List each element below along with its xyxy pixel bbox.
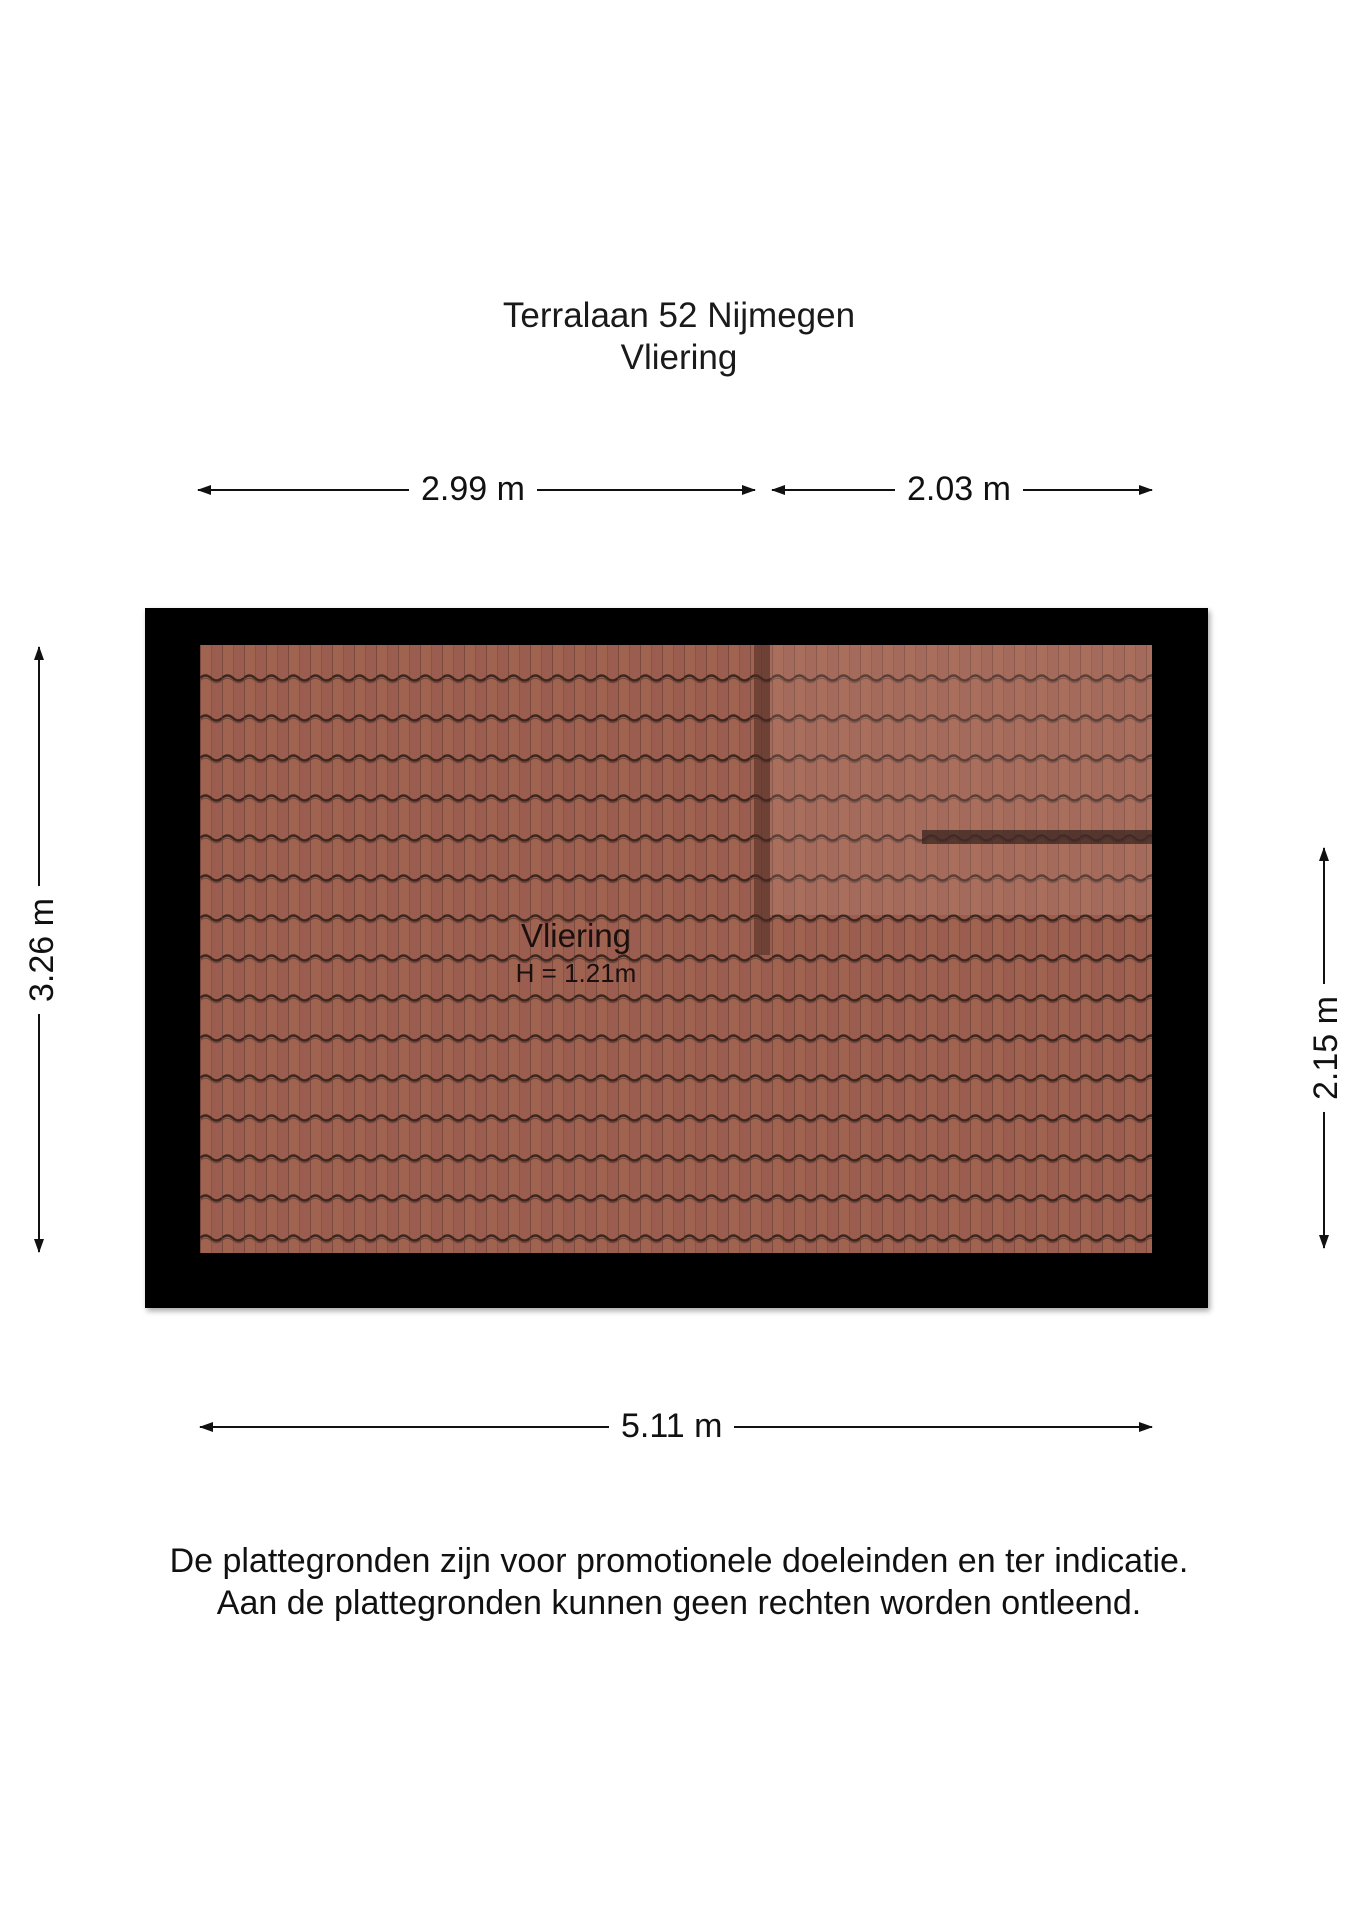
room-name: Vliering <box>520 917 632 954</box>
roof-shade-band <box>754 645 770 955</box>
plan-address: Terralaan 52 Nijmegen <box>502 296 856 335</box>
dim-label-right: 2.15 m <box>1306 984 1346 1112</box>
room-height: H = 1.21m <box>515 958 637 988</box>
dim-label-bottom: 5.11 m <box>609 1406 734 1446</box>
disclaimer-line-2: Aan de plattegronden kunnen geen rechten worden ontleend. <box>216 1584 1142 1622</box>
roof-ridge-line <box>922 830 1152 844</box>
dim-label-top-left: 2.99 m <box>409 469 537 509</box>
disclaimer-line-1: De plattegronden zijn voor promotionele doeleinden en ter indicatie. <box>169 1542 1189 1580</box>
dim-label-left: 3.26 m <box>22 886 62 1014</box>
roof-dormer-highlight <box>770 645 1152 915</box>
dim-label-top-right: 2.03 m <box>895 469 1023 509</box>
plan-floor-name: Vliering <box>620 338 738 377</box>
